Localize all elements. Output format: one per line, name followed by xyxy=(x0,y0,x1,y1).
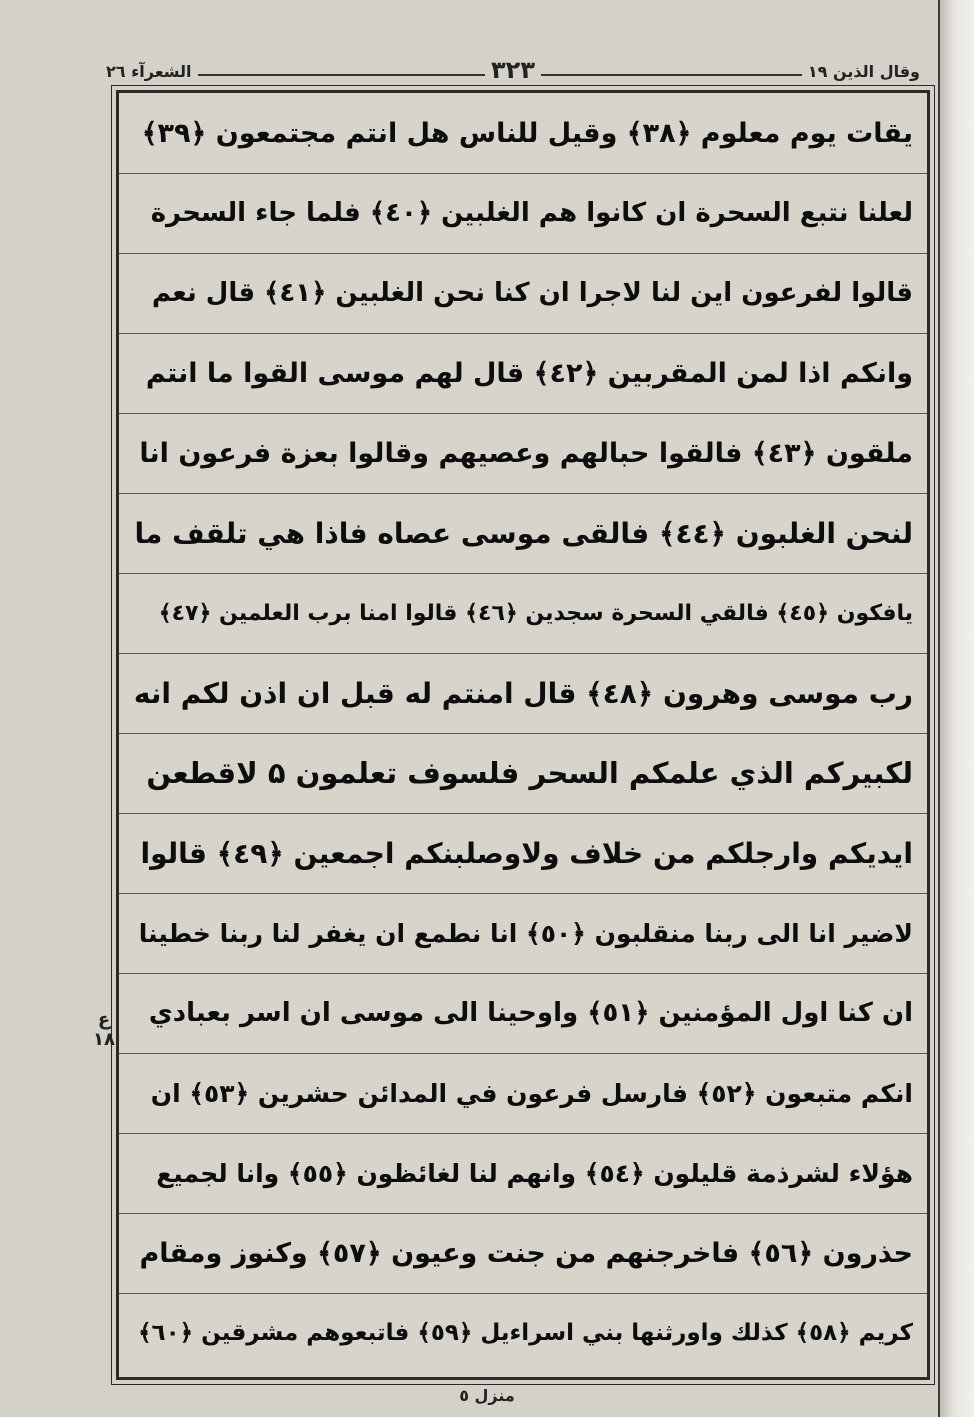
verse-line: ان كنا اول المؤمنين ﴿٥١﴾ واوحينا الى موسى ان اسر بعبادي xyxy=(119,973,927,1054)
verse-line: لاضير انا الى ربنا منقلبون ﴿٥٠﴾ انا نطمع ان يغفر لنا ربنا خطينا xyxy=(119,893,927,974)
text-frame xyxy=(116,90,930,1380)
verse-line: ايديكم وارجلكم من خلاف ولاوصلبنكم اجمعين ﴿٤٩﴾ قالوا xyxy=(119,813,927,894)
verse-line: حذرون ﴿٥٦﴾ فاخرجنهم من جنت وعيون ﴿٥٧﴾ وكنوز ومقام xyxy=(119,1213,927,1294)
page-number: ٣٢٣ xyxy=(100,56,926,84)
verse-line: يافكون ﴿٤٥﴾ فالقي السحرة سجدين ﴿٤٦﴾ قالوا امنا برب العلمين ﴿٤٧﴾ xyxy=(119,573,927,654)
manzil-footer: منزل ٥ xyxy=(459,1386,515,1405)
verse-line: لعلنا نتبع السحرة ان كانوا هم الغلبين ﴿٤٠﴾ فلما جاء السحرة xyxy=(119,173,927,254)
verse-line: هؤلاء لشرذمة قليلون ﴿٥٤﴾ وانهم لنا لغائظون ﴿٥٥﴾ وانا لجميع xyxy=(119,1133,927,1214)
verse-line: وانكم اذا لمن المقربين ﴿٤٢﴾ قال لهم موسى القوا ما انتم xyxy=(119,333,927,414)
verse-line: رب موسى وهرون ﴿٤٨﴾ قال امنتم له قبل ان اذن لكم انه xyxy=(119,653,927,734)
verse-line: لكبيركم الذي علمكم السحر فلسوف تعلمون ۵ لاقطعن xyxy=(119,733,927,814)
verse-line: ملقون ﴿٤٣﴾ فالقوا حبالهم وعصيهم وقالوا بعزة فرعون انا xyxy=(119,413,927,494)
ruku-marker: ع ١٨ xyxy=(93,1009,115,1050)
verse-line: انكم متبعون ﴿٥٢﴾ فارسل فرعون في المدائن حشرين ﴿٥٣﴾ ان xyxy=(119,1053,927,1134)
verse-lines xyxy=(119,93,927,1377)
verse-line: كريم ﴿٥٨﴾ كذلك واورثنها بني اسراءيل ﴿٥٩﴾ فاتبعوهم مشرقين ﴿٦٠﴾ xyxy=(138,1320,913,1346)
page-spine xyxy=(938,0,974,1417)
verse-line: قالوا لفرعون اين لنا لاجرا ان كنا نحن الغلبين ﴿٤١﴾ قال نعم xyxy=(119,253,927,334)
juz-label: وقال الذين ١٩ xyxy=(802,62,926,81)
verse-line: لنحن الغلبون ﴿٤٤﴾ فالقى موسى عصاه فاذا هي تلقف ما xyxy=(119,493,927,574)
surah-label: الشعرآء ٢٦ xyxy=(100,62,198,81)
verse-line: يقات يوم معلوم ﴿٣٨﴾ وقيل للناس هل انتم مجتمعون ﴿٣٩﴾ xyxy=(119,93,927,174)
